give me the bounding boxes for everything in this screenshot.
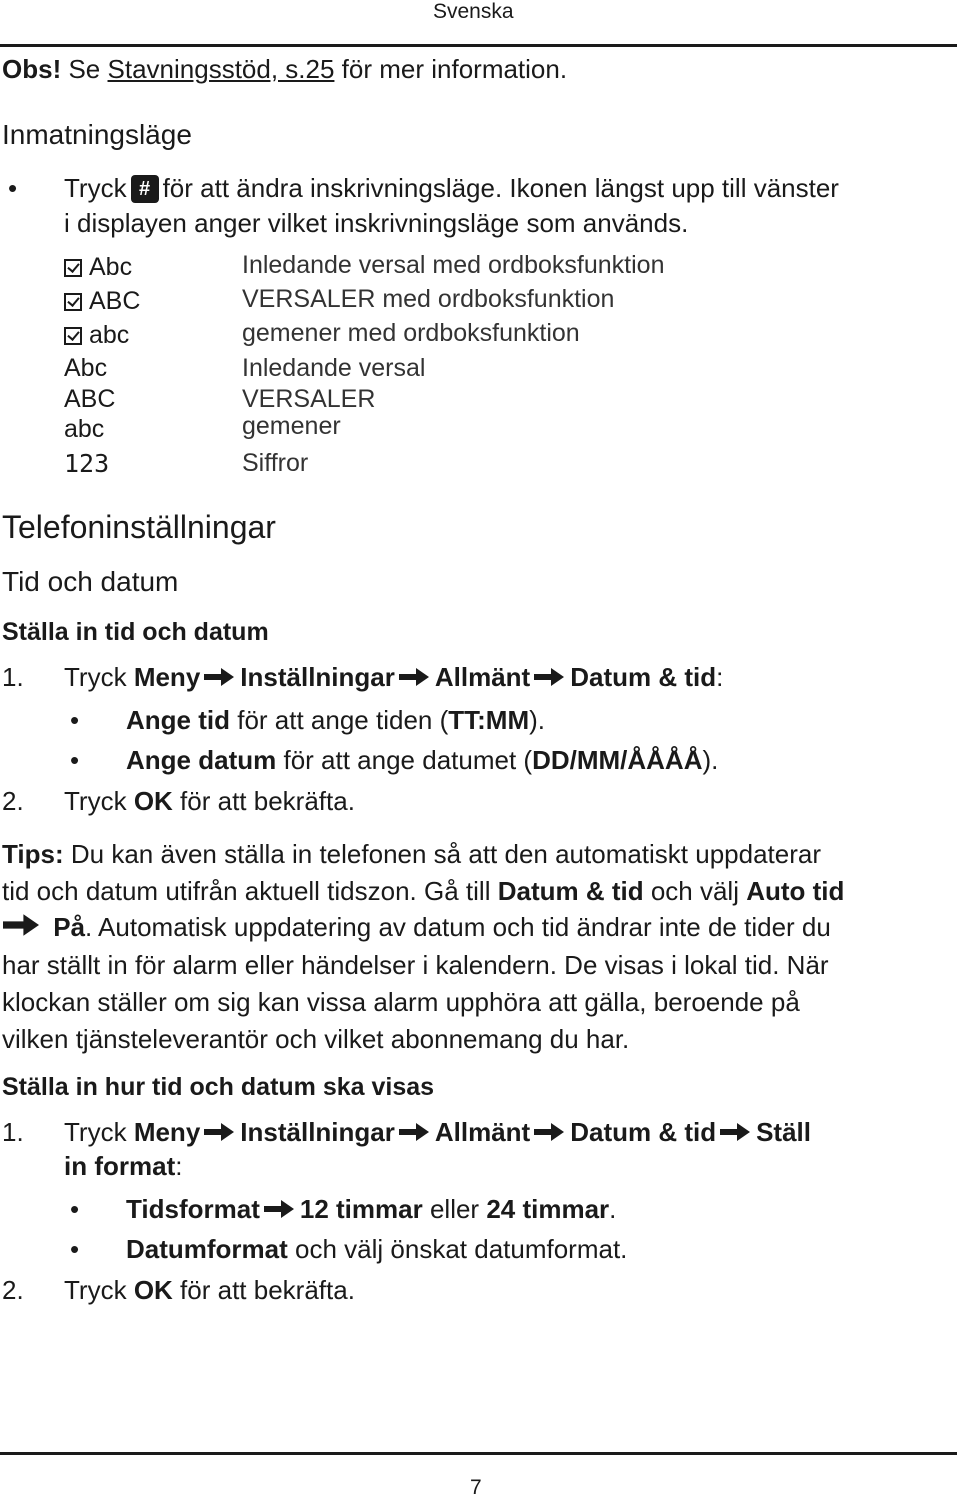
mode-code-7: 123 bbox=[64, 449, 110, 478]
mode-code-4: Abc bbox=[64, 354, 108, 382]
page-number: 7 bbox=[470, 1476, 482, 1499]
set-time-bullet-2: Ange datum för att ange datumet (DD/MM/ÅÅÅÅ). bbox=[126, 745, 719, 775]
footer-rule bbox=[0, 1452, 957, 1455]
tips-line-4: har ställt in för alarm eller händelser i kalendern. De visas i lokal tid. När bbox=[2, 950, 829, 980]
set-time-heading: Ställa in tid och datum bbox=[2, 618, 269, 646]
mode-code-5: ABC bbox=[64, 385, 116, 413]
menu-path-installningar: Inställningar bbox=[240, 662, 395, 692]
ok-key-label: OK bbox=[133, 786, 173, 816]
tips-line-2: tid och datum utifrån aktuell tidszon. Gå till Datum & tid och välj Auto tid bbox=[2, 876, 845, 906]
menu-path-meny: Meny bbox=[133, 662, 201, 692]
mode-desc-2: VERSALER med ordboksfunktion bbox=[242, 285, 615, 313]
step-2-number: 2. bbox=[2, 1275, 24, 1305]
note-line bbox=[2, 54, 567, 85]
bullet-dot: • bbox=[70, 745, 80, 775]
bullet-dot: • bbox=[8, 173, 18, 203]
mode-desc-1: Inledande versal med ordboksfunktion bbox=[242, 251, 665, 279]
phone-settings-heading: Telefoninställningar bbox=[2, 509, 276, 545]
mode-desc-7: Siffror bbox=[242, 449, 309, 477]
note-post: för mer information. bbox=[341, 54, 568, 84]
mode-desc-6: gemener bbox=[242, 412, 341, 440]
dictionary-check-icon bbox=[64, 259, 82, 277]
mode-code-1: Abc bbox=[64, 253, 132, 282]
mode-desc-3: gemener med ordboksfunktion bbox=[242, 319, 580, 347]
mode-desc-5: VERSALER bbox=[242, 385, 376, 413]
page-language-header: Svenska bbox=[433, 0, 514, 23]
menu-path-allmant: Allmänt bbox=[434, 662, 531, 692]
input-mode-heading: Inmatningsläge bbox=[2, 119, 192, 150]
tips-label: Tips: bbox=[2, 839, 64, 869]
step-pre: Tryck bbox=[64, 662, 127, 692]
set-time-bullet-1: Ange tid för att ange tiden (TT:MM). bbox=[126, 705, 546, 735]
display-format-heading: Ställa in hur tid och datum ska visas bbox=[2, 1073, 435, 1101]
input-mode-bullet-line1 bbox=[64, 173, 839, 204]
display-format-step-1-line2: in format: bbox=[64, 1151, 183, 1181]
bullet-dot: • bbox=[70, 1234, 80, 1264]
bullet-pre: Tryck bbox=[64, 173, 127, 203]
arrow-right-icon bbox=[534, 1122, 564, 1142]
mode-code-3: abc bbox=[64, 321, 129, 350]
display-format-step-1: Tryck Meny Inställningar Allmänt Datum & tid Ställ bbox=[64, 1117, 812, 1147]
header-rule bbox=[0, 44, 957, 47]
date-format-bullet: Datumformat och välj önskat datumformat. bbox=[126, 1234, 628, 1264]
step-2-number: 2. bbox=[2, 786, 24, 816]
arrow-right-icon bbox=[720, 1122, 750, 1142]
display-format-step-2: Tryck OK för att bekräfta. bbox=[64, 1275, 355, 1305]
arrow-right-icon bbox=[2, 913, 40, 937]
tips-line-5: klockan ställer om sig kan vissa alarm upphöra att gälla, beroende på bbox=[2, 987, 800, 1017]
set-time-step-1: Tryck Meny Inställningar Allmänt Datum & tid: bbox=[64, 662, 724, 692]
arrow-right-icon bbox=[264, 1199, 294, 1219]
dictionary-check-icon bbox=[64, 327, 82, 345]
mode-code-6: abc bbox=[64, 415, 105, 443]
spelling-help-link[interactable]: Stavningsstöd, s.25 bbox=[107, 54, 335, 84]
set-time-step-2: Tryck OK för att bekräfta. bbox=[64, 786, 355, 816]
arrow-right-icon bbox=[204, 1122, 234, 1142]
time-format-bullet: Tidsformat 12 timmar eller 24 timmar. bbox=[126, 1194, 617, 1224]
hash-key-icon: # bbox=[131, 175, 159, 203]
note-pre: Se bbox=[68, 54, 101, 84]
input-mode-bullet-line2: i displayen anger vilket inskrivningsläge som används. bbox=[64, 208, 689, 238]
dictionary-check-icon bbox=[64, 293, 82, 311]
arrow-right-icon bbox=[534, 667, 564, 687]
arrow-right-icon bbox=[204, 667, 234, 687]
step-1-number: 1. bbox=[2, 1117, 24, 1147]
note-label: Obs! bbox=[2, 54, 62, 84]
tips-line-1: Tips: Du kan även ställa in telefonen så att den automatiskt uppdaterar bbox=[2, 839, 822, 869]
bullet-dot: • bbox=[70, 705, 80, 735]
tips-line-6: vilken tjänsteleverantör och vilket abonnemang du har. bbox=[2, 1024, 630, 1054]
arrow-right-icon bbox=[399, 667, 429, 687]
mode-code-2: ABC bbox=[64, 287, 140, 316]
arrow-right-icon bbox=[399, 1122, 429, 1142]
menu-path-datum-tid: Datum & tid bbox=[570, 662, 717, 692]
time-date-subheading: Tid och datum bbox=[2, 566, 179, 597]
bullet-post: för att ändra inskrivningsläge. Ikonen längst upp till vänster bbox=[162, 173, 839, 203]
mode-desc-4: Inledande versal bbox=[242, 354, 426, 382]
step-1-number: 1. bbox=[2, 662, 24, 692]
tips-line-3: På. Automatisk uppdatering av datum och tid ändrar inte de tider du bbox=[2, 912, 831, 943]
bullet-dot: • bbox=[70, 1194, 80, 1224]
